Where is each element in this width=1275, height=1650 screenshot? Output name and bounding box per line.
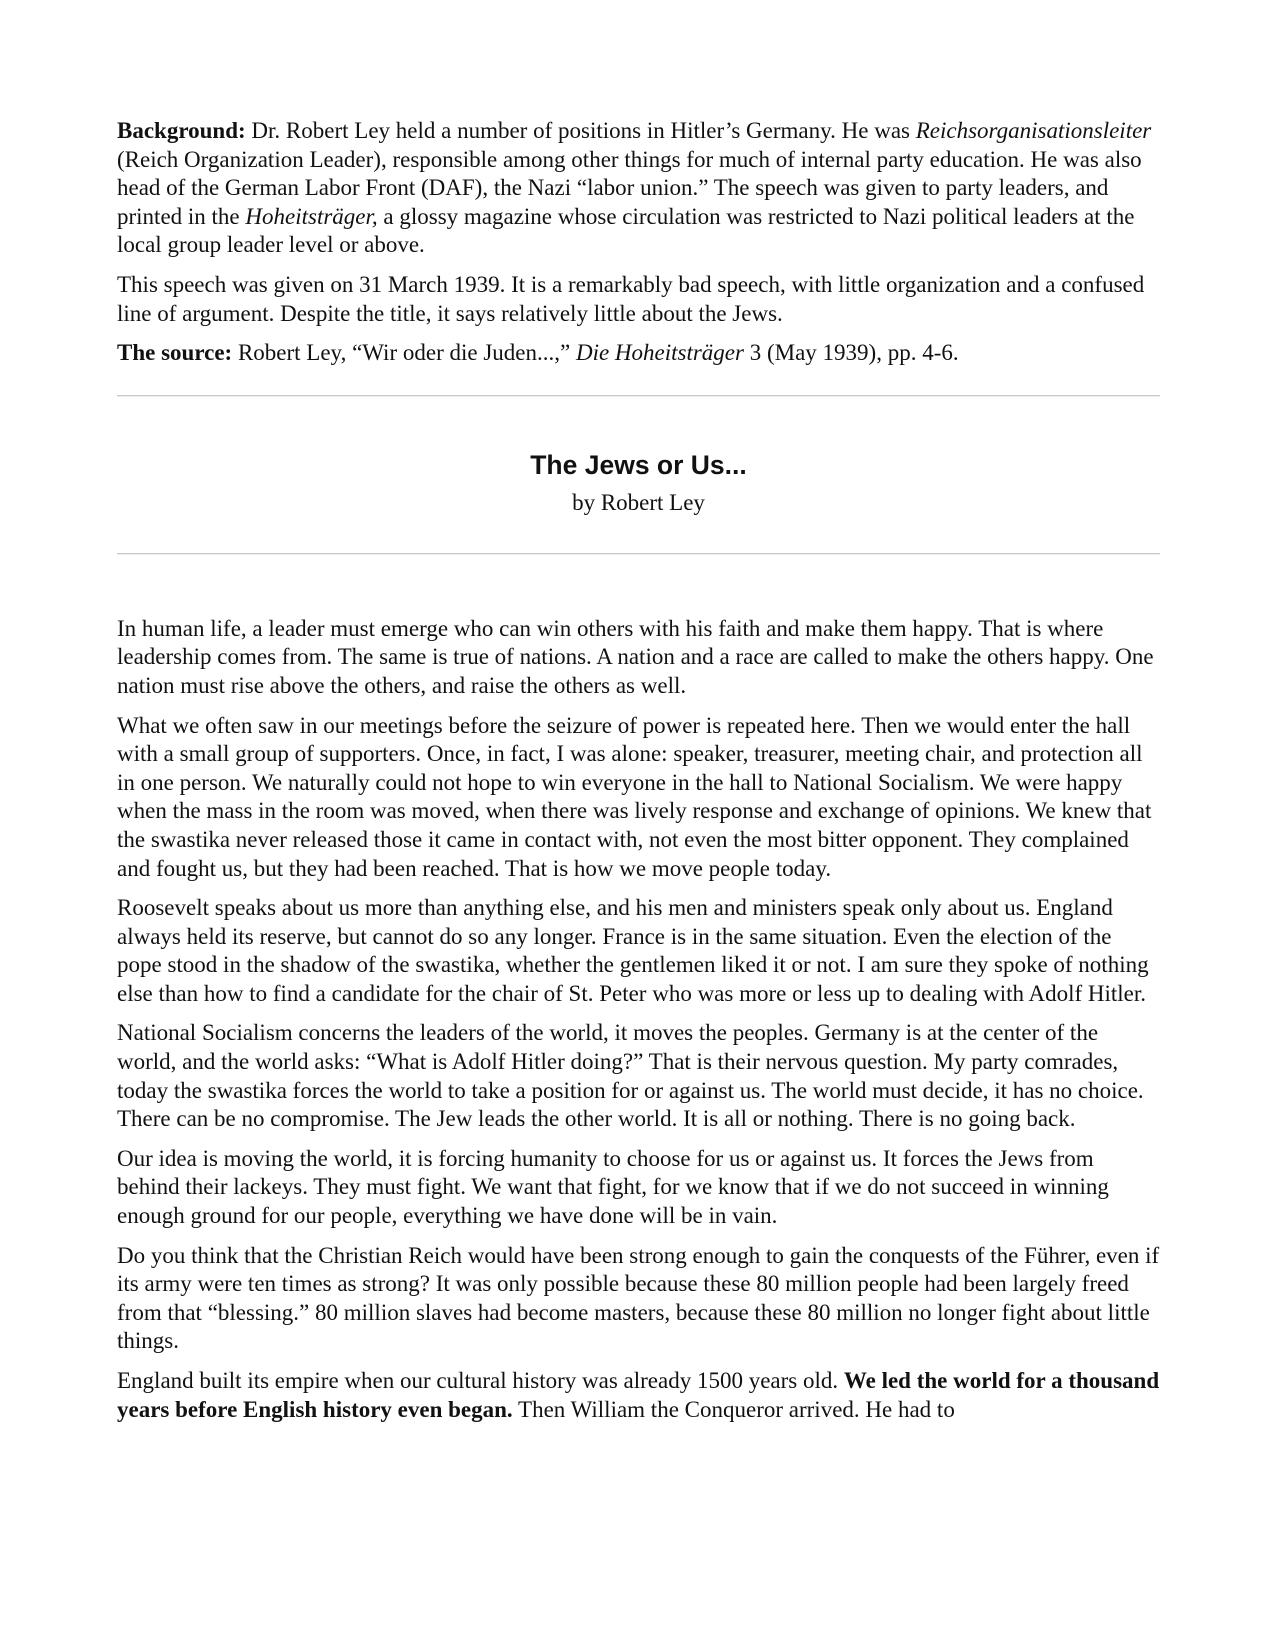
body-paragraph: Do you think that the Christian Reich would have been strong enough to gain the conquests of the Führer, even if its army were ten times as strong? It was only possible because these 80 million people had been largely freed from that “blessing.” 80 million slaves had become masters, because these 80 million no longer fight about little things. [117, 1242, 1160, 1354]
date-paragraph: This speech was given on 31 March 1939. It is a remarkably bad speech, with little organization and a confused line of argument. Despite the title, it says relatively little about the Jews. [117, 271, 1145, 326]
background-text: (Reich Organization Leader), responsible among other things for much of internal party education. He was also head of the German Labor Front (DAF), the Nazi “labor union.” The speech was given to party leaders, and printed in the [117, 146, 1142, 229]
background-label: Background: [117, 118, 246, 143]
body-text: England built its empire when our cultural history was already 1500 years old. [117, 1368, 844, 1393]
body-text: Then William the Conqueror arrived. He had to [512, 1396, 955, 1422]
background-paragraph [117, 117, 1160, 260]
magazine-name-italic: Hoheitsträger, [245, 203, 378, 229]
reich-title-italic: Reichsorganisationsleiter [915, 118, 1152, 143]
byline: by Robert Ley [572, 489, 705, 515]
document-page [117, 117, 1160, 1435]
body-paragraph: In human life, a leader must emerge who can win others with his faith and make them happy. That is where leadership comes from. The same is true of nations. A nation and a race are called to make the others happy. One nation must rise above the others, and raise the others as well. [117, 615, 1154, 698]
speech-body [117, 615, 1160, 1424]
bold-emphasis: We led the world for a thousand years before English history even began. [117, 1368, 1160, 1422]
source-text: 3 (May 1939), pp. 4-6. [743, 340, 959, 366]
body-paragraph: Our idea is moving the world, it is forcing humanity to choose for us or against us. It forces the Jews from behind their lackeys. They must fight. We want that fight, for we know that if we do not succeed in winning enough ground for our people, everything we have done will be in vain. [117, 1145, 1109, 1229]
title-block [117, 397, 1160, 553]
source-label: The source: [117, 340, 233, 366]
body-paragraph [117, 1367, 1160, 1424]
body-paragraph: National Socialism concerns the leaders of the world, it moves the peoples. Germany is at the center of the world, and the world asks: “What is Adolf Hitler doing?” That is their nervous question. My party comrades, today the swastika forces the world to take a position for or against us. The world must decide, it has no choice. There can be no compromise. The Jew leads the other world. It is all or nothing. There is no going back. [117, 1020, 1144, 1132]
divider [117, 553, 1160, 555]
body-paragraph: Roosevelt speaks about us more than anything else, and his men and ministers speak only about us. England always held its reserve, but cannot do so any longer. France is in the same situation. Even the election of the pope stood in the shadow of the swastika, whether the gentlemen liked it or not. I am sure they spoke of nothing else than how to find a candidate for the chair of St. Peter who was more or less up to dealing with Adolf Hitler. [117, 895, 1149, 1006]
source-paragraph [117, 339, 1160, 368]
body-paragraph: What we often saw in our meetings before the seizure of power is repeated here. Then we would enter the hall with a small group of supporters. Once, in fact, I was alone: speaker, treasurer, meeting chair, and protection all in one person. We naturally could not hope to win everyone in the hall to National Socialism. We were happy when the mass in the room was moved, when there was lively response and exchange of opinions. We knew that the swastika never released those it came in contact with, not even the most bitter opponent. They complained and fought us, but they had been reached. That is how we move people today. [117, 712, 1152, 881]
source-text: Robert Ley, “Wir oder die Juden...,” [232, 340, 576, 366]
background-text: a glossy magazine whose circulation was restricted to Nazi political leaders at the local group leader level or above. [117, 203, 1135, 258]
background-text: Dr. Robert Ley held a number of positions in Hitler’s Germany. He was [245, 118, 916, 143]
source-italic: Die Hoheitsträger [575, 340, 744, 366]
page-title: The Jews or Us... [530, 449, 747, 480]
